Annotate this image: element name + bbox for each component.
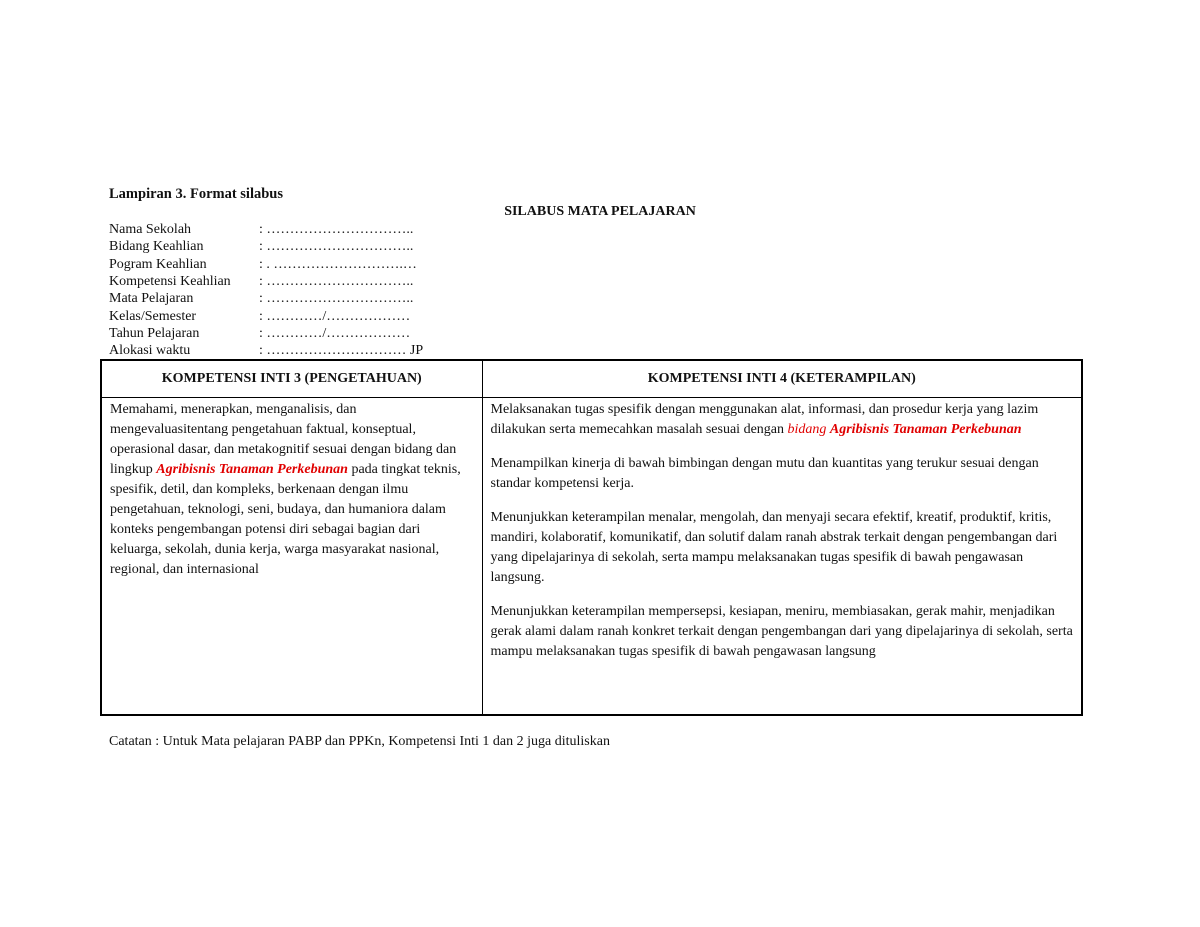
header-ki3: KOMPETENSI INTI 3 (PENGETAHUAN): [101, 360, 482, 398]
cell-ki4: [482, 398, 1082, 716]
info-row-alokasi-waktu: [109, 342, 423, 359]
ki4-p1-highlight: Agribisnis Tanaman Perkebunan: [829, 422, 1022, 437]
appendix-title: Lampiran 3. Format silabus: [109, 186, 284, 202]
info-row-kompetensi-keahlian: [109, 273, 413, 290]
competency-table: [100, 359, 1083, 716]
info-label: Mata Pelajaran: [109, 291, 194, 306]
info-value: : …………/………………: [259, 326, 411, 341]
info-value: : ………………………… JP: [259, 343, 424, 358]
info-row-nama-sekolah: [109, 221, 413, 238]
info-label: Bidang Keahlian: [109, 239, 204, 254]
info-row-bidang-keahlian: [109, 238, 413, 255]
info-value: : . ……………………….…: [259, 257, 417, 272]
info-row-kelas-semester: [109, 308, 410, 325]
table-header-row: [101, 360, 1082, 398]
ki4-paragraph-1: [491, 400, 1074, 440]
info-row-program-keahlian: [109, 256, 417, 273]
ki3-highlight: Agribisnis Tanaman Perkebunan: [156, 462, 348, 477]
info-value: : …………………………..: [259, 291, 414, 306]
info-label: Nama Sekolah: [109, 222, 192, 237]
ki3-text-before: Memahami, menerapkan, menganalisis, dan mengevaluasitentang pengetahuan faktual, konseptual, operasional dasar, dan metakognitif sesuai dengan bidang dan lingkup: [110, 402, 457, 477]
info-value: : …………………………..: [259, 239, 414, 254]
info-value: : …………/………………: [259, 309, 411, 324]
document-title: SILABUS MATA PELAJARAN: [504, 204, 696, 219]
header-ki4: KOMPETENSI INTI 4 (KETERAMPILAN): [482, 360, 1082, 398]
ki3-text-after: pada tingkat teknis, spesifik, detil, dan kompleks, berkenaan dengan ilmu pengetahuan, teknologi, seni, budaya, dan humaniora dalam konteks pengembangan potensi diri sebagai bagian dari keluarga, sekolah, dunia kerja, warga masyarakat nasional, regional, dan internasional: [110, 462, 461, 577]
cell-ki3: [101, 398, 482, 716]
ki4-paragraph-2: Menampilkan kinerja di bawah bimbingan dengan mutu dan kuantitas yang terukur sesuai dengan standar kompetensi kerja.: [490, 456, 1039, 491]
table-row: [101, 398, 1082, 716]
footnote: Catatan : Untuk Mata pelajaran PABP dan PPKn, Kompetensi Inti 1 dan 2 juga dituliskan: [109, 734, 610, 749]
info-row-mata-pelajaran: [109, 290, 413, 307]
info-row-tahun-pelajaran: [109, 325, 410, 342]
info-label: Alokasi waktu: [109, 343, 191, 358]
ki4-paragraph-3: Menunjukkan keterampilan menalar, mengolah, dan menyaji secara efektif, kreatif, produktif, kritis, mandiri, kolaboratif, komunikatif, dan solutif dalam ranah abstrak terkait dengan pengembangan dari yang dipelajarinya di sekolah, serta mampu melaksanakan tugas spesifik di bawah pengawasan langsung.: [490, 510, 1058, 585]
info-value: : …………………………..: [259, 222, 414, 237]
info-label: Tahun Pelajaran: [109, 326, 200, 341]
ki4-paragraph-4: Menunjukkan keterampilan mempersepsi, kesiapan, meniru, membiasakan, gerak mahir, menjadikan gerak alami dalam ranah konkret terkait dengan pengembangan dari yang dipelajarinya di sekolah, serta mampu melaksanakan tugas spesifik di bawah pengawasan langsung: [490, 604, 1073, 659]
info-label: Pogram Keahlian: [109, 257, 207, 272]
info-label: Kelas/Semester: [109, 309, 197, 324]
info-label: Kompetensi Keahlian: [109, 274, 231, 289]
ki4-p1-red: bidang: [787, 422, 830, 437]
ki4-p1-text: Melaksanakan tugas spesifik dengan menggunakan alat, informasi, dan prosedur kerja yang lazim dilakukan serta memecahkan masalah sesuai dengan: [490, 402, 1039, 437]
info-value: : …………………………..: [259, 274, 414, 289]
